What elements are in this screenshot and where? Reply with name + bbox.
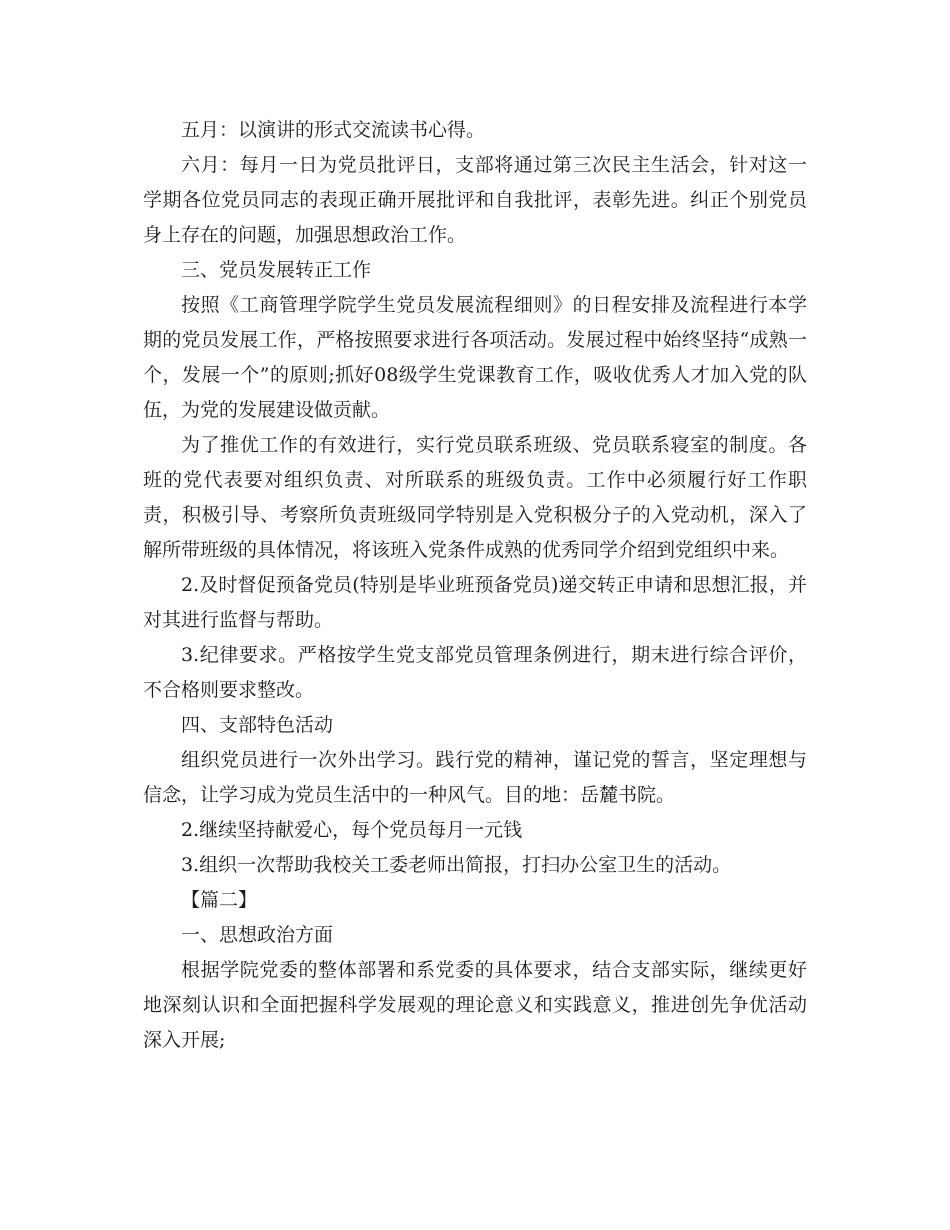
paragraph-item-3: 3.纪律要求。严格按学生党支部党员管理条例进行，期末进行综合评价，不合格则要求整改。 bbox=[143, 644, 807, 701]
paragraph-office-help: 3.组织一次帮助我校关工委老师出简报，打扫办公室卫生的活动。 bbox=[181, 854, 732, 876]
paragraph-donation: 2.继续坚持献爱心，每个党员每月一元钱 bbox=[181, 819, 523, 841]
paragraph-may: 五月：以演讲的形式交流读书心得。 bbox=[181, 119, 486, 141]
paragraph-item-2: 2.及时督促预备党员(特别是毕业班预备党员)递交转正申请和思想汇报，并对其进行监督与帮助。 bbox=[143, 574, 807, 631]
paragraph-study-trip: 组织党员进行一次外出学习。践行党的精神，谨记党的誓言，坚定理想与信念，让学习成为党员生活中的一种风气。目的地：岳麓书院。 bbox=[143, 749, 807, 806]
paragraph-political: 根据学院党委的整体部署和系党委的具体要求，结合支部实际，继续更好地深刻认识和全面把握科学发展观的理论意义和实践意义，推进创先争优活动深入开展; bbox=[143, 959, 807, 1051]
paragraph-june: 六月：每月一日为党员批评日，支部将通过第三次民主生活会，针对这一学期各位党员同志的表现正确开展批评和自我批评，表彰先进。纠正个别党员身上存在的问题，加强思想政治工作。 bbox=[143, 154, 807, 246]
section-heading-4: 四、支部特色活动 bbox=[181, 714, 334, 736]
part-heading: 【篇二】 bbox=[181, 889, 258, 911]
document-body bbox=[143, 113, 807, 1058]
section-heading-1: 一、思想政治方面 bbox=[181, 924, 334, 946]
section-heading-3: 三、党员发展转正工作 bbox=[181, 259, 372, 281]
paragraph-development-process: 按照《工商管理学院学生党员发展流程细则》的日程安排及流程进行本学期的党员发展工作，严格按照要求进行各项活动。发展过程中始终坚持“成熟一个，发展一个”的原则;抓好08级学生党课教育工作，吸收优秀人才加入党的队伍，为党的发展建设做贡献。 bbox=[143, 294, 807, 421]
paragraph-recommendation: 为了推优工作的有效进行，实行党员联系班级、党员联系寝室的制度。各班的党代表要对组织负责、对所联系的班级负责。工作中必须履行好工作职责，积极引导、考察所负责班级同学特别是入党积极分子的入党动机，深入了解所带班级的具体情况，将该班入党条件成熟的优秀同学介绍到党组织中来。 bbox=[143, 434, 807, 561]
